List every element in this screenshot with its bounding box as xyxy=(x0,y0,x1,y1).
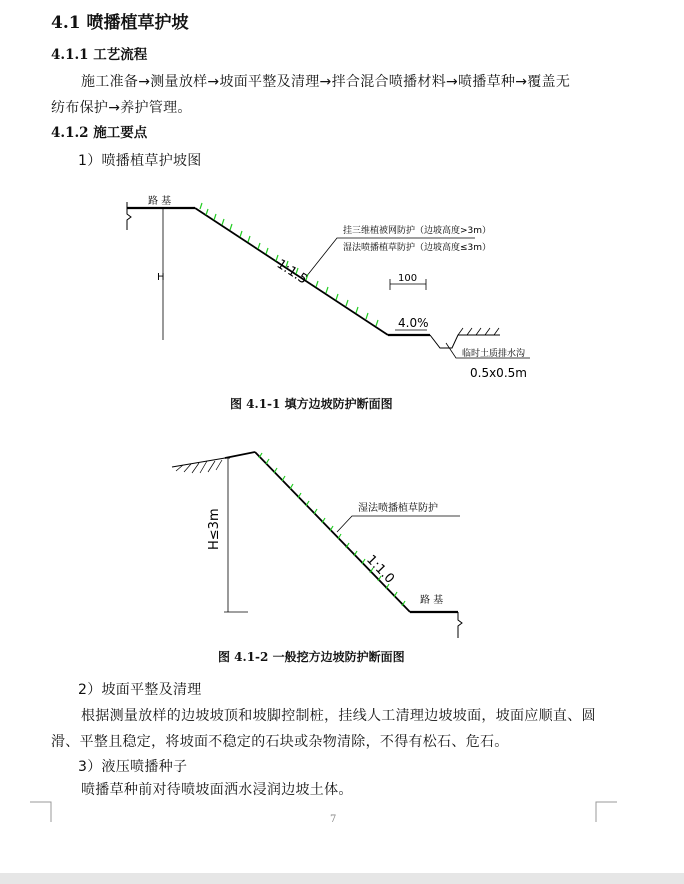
slope-ratio-label: 1:1.5 xyxy=(273,256,310,288)
height-label: H xyxy=(157,272,165,283)
para-2-line-2: 滑、平整且稳定，将坡面不稳定的石块或杂物清除，不得有松石、危石。 xyxy=(51,734,509,750)
note-3d-net: 挂三维植被网防护（边坡高度>3m） xyxy=(343,226,492,236)
para-2-line-1: 根据测量放样的边坡坡顶和坡脚控制桩，挂线人工清理边坡坡面，坡面应顺直、圆 xyxy=(81,708,596,724)
ditch-label: 临时土质排水沟 xyxy=(462,349,526,359)
roadbed-label-cut: 路 基 xyxy=(420,595,444,606)
note-hydroseed: 湿法喷播植草防护（边坡高度≤3m） xyxy=(343,243,492,253)
cut-slope-diagram xyxy=(0,440,684,640)
para-3: 喷播草种前对待喷坡面洒水浸润边坡土体。 xyxy=(81,782,353,798)
grade-label: 4.0% xyxy=(398,316,429,330)
process-line-2: 纺布保护→养护管理。 xyxy=(51,100,192,116)
fill-slope-diagram xyxy=(0,180,684,390)
figure-1-caption: 图 4.1-1 填方边坡防护断面图 xyxy=(230,397,393,411)
item-1-heading: 1）喷播植草护坡图 xyxy=(78,153,202,169)
subsection-title-process: 4.1.1 工艺流程 xyxy=(51,47,148,63)
page-number: 7 xyxy=(330,814,337,825)
slope-ratio-cut: 1:1.0 xyxy=(363,552,398,587)
page-corner-marks xyxy=(0,800,684,830)
item-2-heading: 2）坡面平整及清理 xyxy=(78,682,202,698)
width-label: 100 xyxy=(398,273,418,284)
ditch-size-label: 0.5x0.5m xyxy=(470,366,527,380)
height-label-cut: H≤3m xyxy=(207,508,222,550)
figure-2-caption: 图 4.1-2 一般挖方边坡防护断面图 xyxy=(218,650,405,664)
section-title: 4.1 喷播植草护坡 xyxy=(51,13,189,33)
viewer-bottom-bar xyxy=(0,873,684,884)
process-line-1: 施工准备→测量放样→坡面平整及清理→拌合混合喷播材料→喷播草种→覆盖无 xyxy=(81,74,571,90)
subsection-title-key-points: 4.1.2 施工要点 xyxy=(51,125,148,141)
item-3-heading: 3）液压喷播种子 xyxy=(78,759,188,775)
roadbed-label: 路 基 xyxy=(148,196,172,207)
note-hydroseed-cut: 湿法喷播植草防护 xyxy=(358,503,438,514)
